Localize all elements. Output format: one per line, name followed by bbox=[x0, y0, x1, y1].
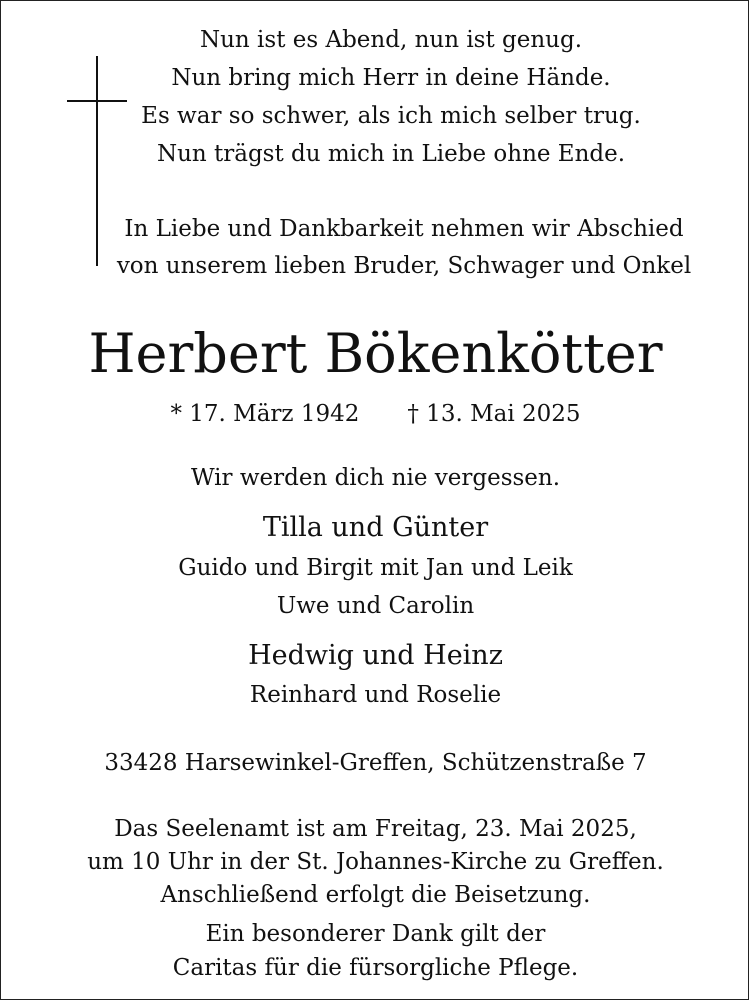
family-member-line: Guido und Birgit mit Jan und Leik bbox=[178, 555, 573, 581]
thanks-note bbox=[1, 917, 749, 985]
farewell-text bbox=[71, 211, 737, 285]
poem bbox=[71, 21, 711, 173]
family-heading: Tilla und Günter bbox=[262, 512, 489, 543]
family-member-line: Reinhard und Roselie bbox=[249, 682, 502, 708]
birth-date: * 17. März 1942 bbox=[170, 401, 360, 427]
family-heading: Hedwig und Heinz bbox=[248, 640, 503, 671]
poem-line: Nun trägst du mich in Liebe ohne Ende. bbox=[156, 141, 626, 167]
family-member-line: Uwe und Carolin bbox=[276, 593, 475, 619]
family-members bbox=[1, 677, 749, 713]
service-line: um 10 Uhr in der St. Johannes-Kirche zu Greffen. bbox=[87, 849, 664, 875]
service-line: Das Seelenamt ist am Freitag, 23. Mai 2025, bbox=[114, 816, 637, 842]
poem-line: Es war so schwer, als ich mich selber trug. bbox=[141, 103, 641, 129]
poem-line: Nun ist es Abend, nun ist genug. bbox=[199, 27, 583, 53]
poem-line: Nun bring mich Herr in deine Hände. bbox=[171, 65, 611, 91]
death-date: † 13. Mai 2025 bbox=[407, 401, 581, 427]
remembrance-line: Wir werden dich nie vergessen. bbox=[190, 465, 561, 491]
address: 33428 Harsewinkel-Greffen, Schützenstraße 7 bbox=[104, 750, 647, 776]
deceased-name: Herbert Bökenkötter bbox=[88, 322, 663, 385]
farewell-line: In Liebe und Dankbarkeit nehmen wir Abschied bbox=[124, 216, 684, 242]
service-info bbox=[1, 813, 749, 912]
family-members bbox=[1, 549, 749, 625]
life-dates bbox=[1, 397, 749, 431]
service-line: Anschließend erfolgt die Beisetzung. bbox=[160, 882, 591, 908]
farewell-line: von unserem lieben Bruder, Schwager und Onkel bbox=[116, 253, 692, 279]
thanks-line: Ein besonderer Dank gilt der bbox=[205, 921, 546, 947]
thanks-line: Caritas für die fürsorgliche Pflege. bbox=[172, 955, 579, 981]
